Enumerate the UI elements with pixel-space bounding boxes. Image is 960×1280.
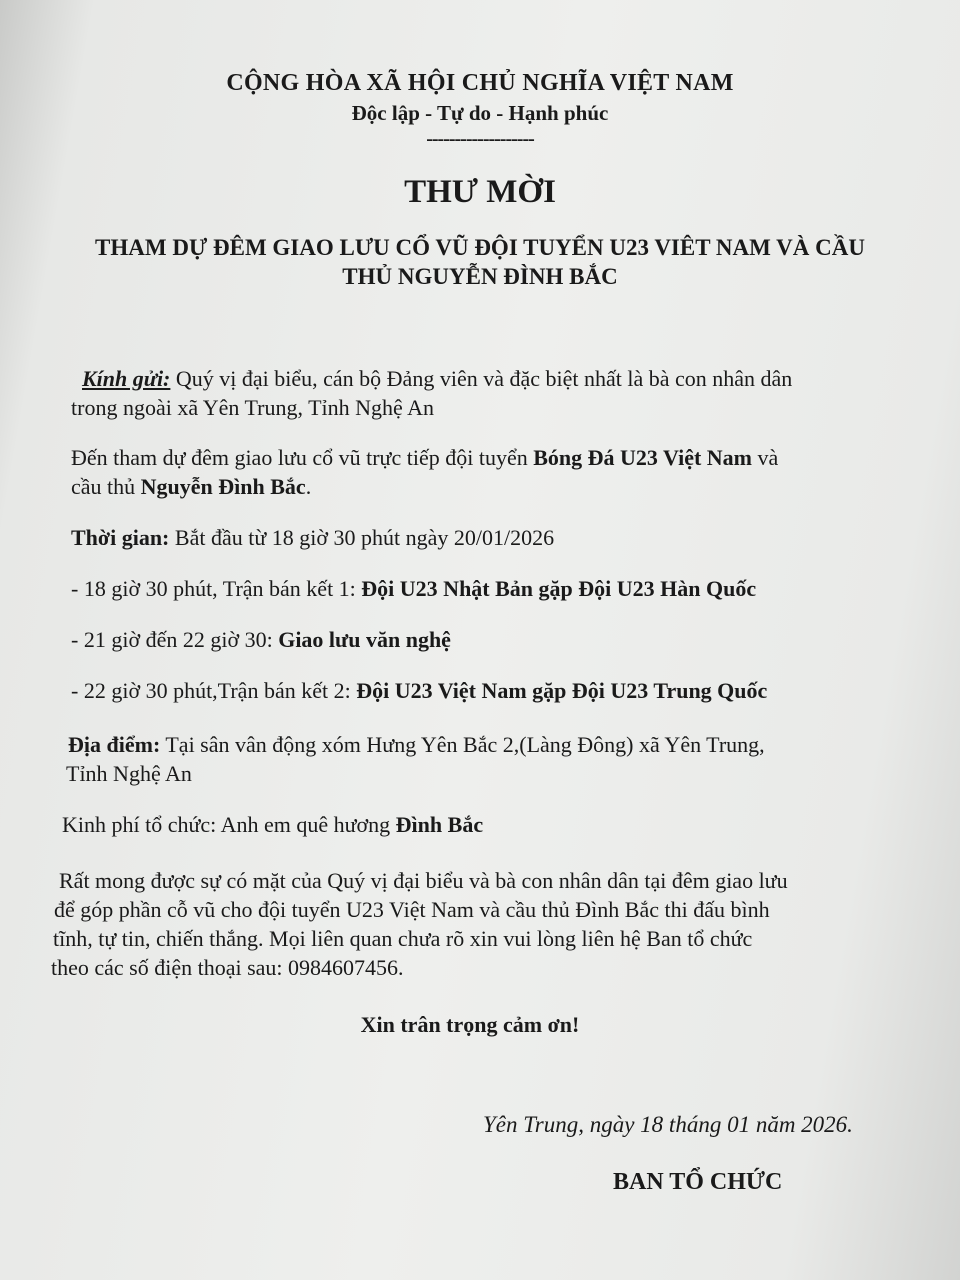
invite-period: . <box>305 474 312 499</box>
time-text: Bắt đầu từ 18 giờ 30 phút ngày 20/01/2026 <box>169 525 555 550</box>
schedule-item <box>71 574 756 603</box>
greeting-line-2: trong ngoài xã Yên Trung, Tỉnh Nghệ An <box>71 395 434 420</box>
invite-text-2: cầu thủ <box>71 474 141 499</box>
funding-line <box>62 810 483 839</box>
time-line <box>71 523 554 552</box>
invite-line-2 <box>71 472 311 501</box>
greeting-text: Quý vị đại biểu, cán bộ Đảng viên và đặc biệt nhất là bà con nhân dân <box>170 366 793 391</box>
funding-text: Kinh phí tổ chức: Anh em quê hương <box>62 812 396 837</box>
schedule-item <box>71 676 767 705</box>
schedule-event: Đội U23 Nhật Bản gặp Đội U23 Hàn Quốc <box>361 576 757 601</box>
place-date: Yên Trung, ngày 18 tháng 01 năm 2026. <box>483 1112 853 1137</box>
closing-line-4: theo các số điện thoại sau: 0984607456. <box>51 955 404 980</box>
schedule-time: - 18 giờ 30 phút, Trận bán kết 1: <box>71 576 362 601</box>
venue-label: Địa điểm: <box>68 732 161 757</box>
schedule-event: Giao lưu văn nghệ <box>278 627 451 652</box>
venue-line-2: Tỉnh Nghệ An <box>66 761 192 786</box>
invite-text: Đến tham dự đêm giao lưu cổ vũ trực tiếp đội tuyển <box>71 445 534 470</box>
signature-block: BAN TỔ CHỨC <box>613 1169 783 1195</box>
greeting-line-1 <box>82 364 792 393</box>
player-name: Nguyễn Đình Bắc <box>140 474 306 499</box>
invite-text-end: và <box>752 445 779 470</box>
schedule-time: - 21 giờ đến 22 giờ 30: <box>71 627 279 652</box>
document-title: THƯ MỜI <box>404 174 556 210</box>
header-divider: ------------------- <box>426 128 534 150</box>
schedule-event: Đội U23 Việt Nam gặp Đội U23 Trung Quốc <box>356 678 768 703</box>
schedule-item <box>71 625 451 654</box>
schedule-time: - 22 giờ 30 phút,Trận bán kết 2: <box>71 678 357 703</box>
thanks-line: Xin trân trọng cảm ơn! <box>360 1012 580 1037</box>
team-name: Bóng Đá U23 Việt Nam <box>533 445 753 470</box>
time-label: Thời gian: <box>71 525 170 550</box>
subtitle-line-2: THỦ NGUYỄN ĐÌNH BẮC <box>342 264 618 289</box>
document-subtitle <box>0 233 960 291</box>
nation-header: CỘNG HÒA XÃ HỘI CHỦ NGHĨA VIỆT NAM <box>226 70 734 96</box>
greeting-label: Kính gửi: <box>82 366 171 391</box>
funding-sponsor: Đình Bắc <box>395 812 484 837</box>
invite-line-1 <box>71 443 778 472</box>
closing-line-2: để góp phần cỗ vũ cho đội tuyển U23 Việt Nam và cầu thủ Đình Bắc thi đấu bình <box>54 897 770 922</box>
national-motto: Độc lập - Tự do - Hạnh phúc <box>351 101 609 125</box>
subtitle-line-1: THAM DỰ ĐÊM GIAO LƯU CỔ VŨ ĐỘI TUYỂN U23 VIÊT NAM VÀ CẦU <box>95 235 865 260</box>
venue-line-1 <box>68 730 765 759</box>
closing-line-1: Rất mong được sự có mặt của Quý vị đại biểu và bà con nhân dân tại đêm giao lưu <box>59 868 788 893</box>
venue-text: Tại sân vân động xóm Hưng Yên Bắc 2,(Làng Đông) xã Yên Trung, <box>160 732 765 757</box>
closing-line-3: tĩnh, tự tin, chiến thắng. Mọi liên quan chưa rõ xin vui lòng liên hệ Ban tổ chức <box>53 926 753 951</box>
